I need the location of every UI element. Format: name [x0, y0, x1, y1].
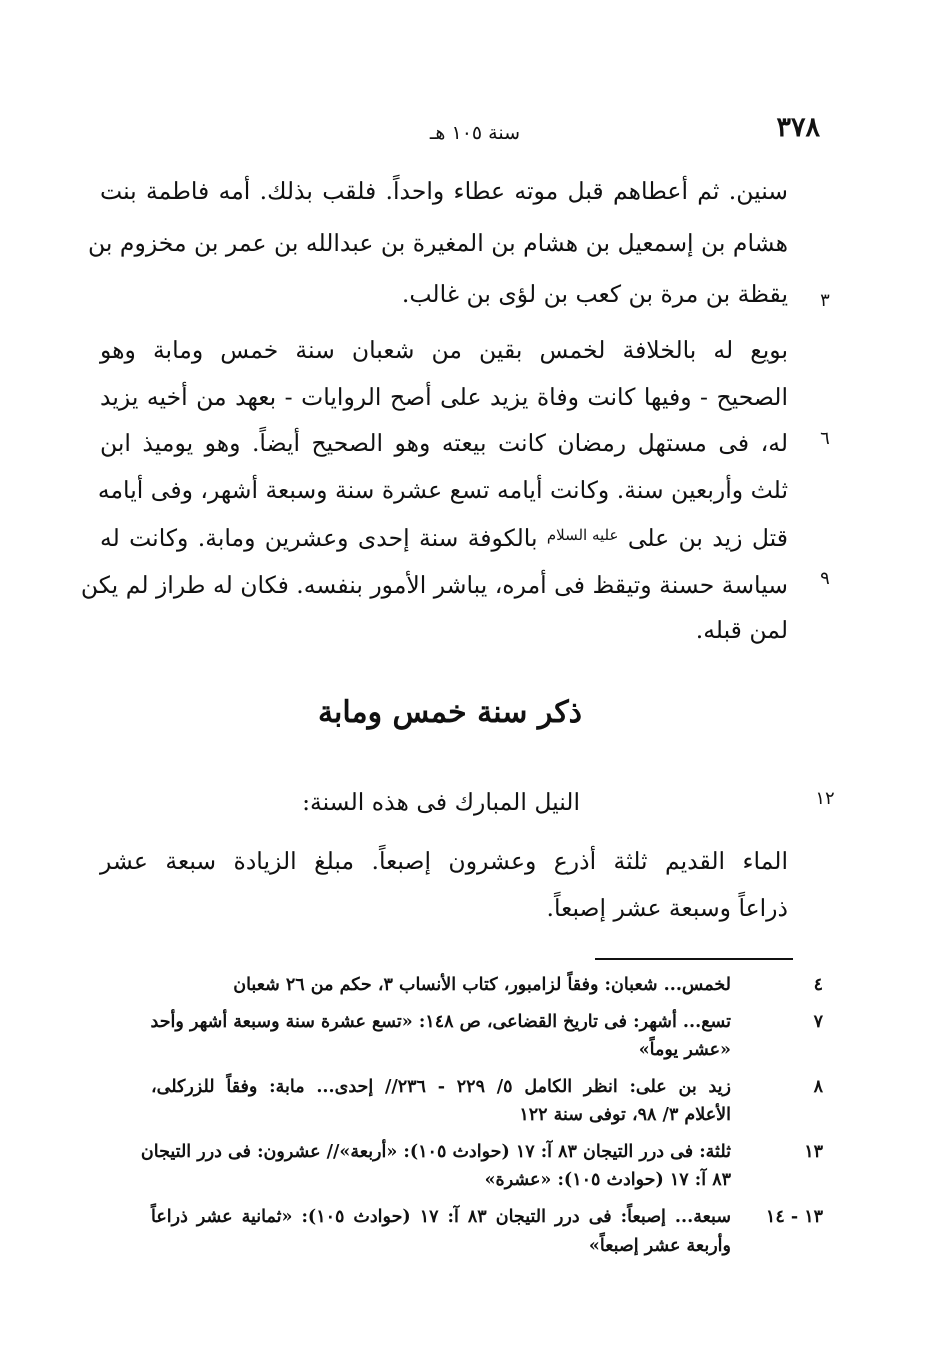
footnote-line: سبعة... إصبعاً: فى درر التيجان ٨٣ آ: ١٧ (حوادث ١٠٥): «ثمانية عشر ذراعاً	[151, 1207, 731, 1227]
body-line: سنين. ثم أعطاهم قبل موته عطاء واحداً. فلقب بذلك. أمه فاطمة بنت	[100, 177, 788, 205]
line-number: ٩	[820, 568, 830, 589]
body-line: يقظة بن مرة بن كعب بن لؤى بن غالب.	[401, 280, 788, 308]
line-number: ٣	[820, 290, 830, 311]
footnote-number: ١٣	[804, 1142, 823, 1162]
nile-line: الماء القديم ثلثة أذرع وعشرون إصبعاً. مبلغ الزيادة سبعة عشر	[100, 847, 788, 875]
running-title: سنة ١٠٥ هـ	[429, 122, 520, 144]
nile-heading: النيل المبارك فى هذه السنة:	[302, 788, 580, 816]
body-line: لمن قبله.	[695, 616, 788, 644]
body-line-with-honorific	[100, 524, 788, 552]
footnote-line: لخمس... شعبان: وفقاً لزامبور، كتاب الأنساب ٣، حكم من ٢٦ شعبان	[233, 975, 731, 995]
nile-line: ذراعاً وسبعة عشر إصبعاً.	[546, 894, 788, 922]
page-number: ٣٧٨	[776, 112, 820, 143]
footnote-line: تسع... أشهر: فى تاريخ القضاعى، ص ١٤٨: «تسع عشرة سنة وسبعة أشهر وأحد	[150, 1012, 731, 1032]
footnote-line: ثلثة: فى درر التيجان ٨٣ آ: ١٧ (حوادث ١٠٥): «أربعة»// عشرون: فى درر التيجان	[140, 1142, 731, 1162]
body-line: الصحيح - وفيها كانت وفاة يزيد على أصح الروايات - بعهد من أخيه يزيد	[100, 383, 788, 411]
footnote-line: ٨٣ آ: ١٧ (حوادث ١٠٥): «عشرة»	[484, 1170, 731, 1190]
footnote-number: ٤	[813, 975, 823, 995]
body-segment: قتل زيد بن على	[627, 524, 788, 552]
footnote-number: ٧	[813, 1012, 823, 1032]
page-header	[100, 112, 820, 152]
line-number: ٦	[820, 428, 830, 449]
footnote-number: ٨	[813, 1077, 823, 1097]
honorific-ligature: عليه السلام	[546, 526, 619, 544]
footnote-line: «عشر يوماً»	[638, 1040, 731, 1060]
body-line: سياسة حسنة وتيقظ فى أمره، يباشر الأمور بنفسه. فكان له طراز لم يكن	[80, 571, 788, 599]
section-heading: ذكر سنة خمس ومابة	[317, 695, 583, 730]
footnote-line: زيد بن على: انظر الكامل ٥/ ٢٢٩ - ٢٣٦// إحدى... مابة: وفقاً للزركلى،	[151, 1077, 731, 1097]
body-line: بويع له بالخلافة لخمس بقين من شعبان سنة خمس ومابة وهو	[100, 336, 788, 364]
body-segment: بالكوفة سنة إحدى وعشرين ومابة. وكانت له	[100, 524, 538, 552]
body-line: هشام بن إسمعيل بن هشام بن المغيرة بن عبدالله بن عمر بن مخزوم بن	[88, 229, 788, 257]
footnote-line: وأربعة عشر إصبعاً»	[588, 1236, 731, 1256]
footnote-line: الأعلام ٣/ ٩٨، توفى سنة ١٢٢	[519, 1105, 731, 1125]
footnote-number: ١٣ - ١٤	[765, 1207, 823, 1227]
line-number: ١٢	[815, 788, 835, 809]
footnote-separator	[595, 958, 793, 960]
body-line: ثلث وأربعين سنة. وكانت أيامه تسع عشرة سنة وسبعة أشهر، وفى أيامه	[97, 476, 788, 504]
body-line: له، فى مستهل رمضان كانت بيعته وهو الصحيح أيضاً. وهو يوميذ ابن	[100, 429, 788, 457]
